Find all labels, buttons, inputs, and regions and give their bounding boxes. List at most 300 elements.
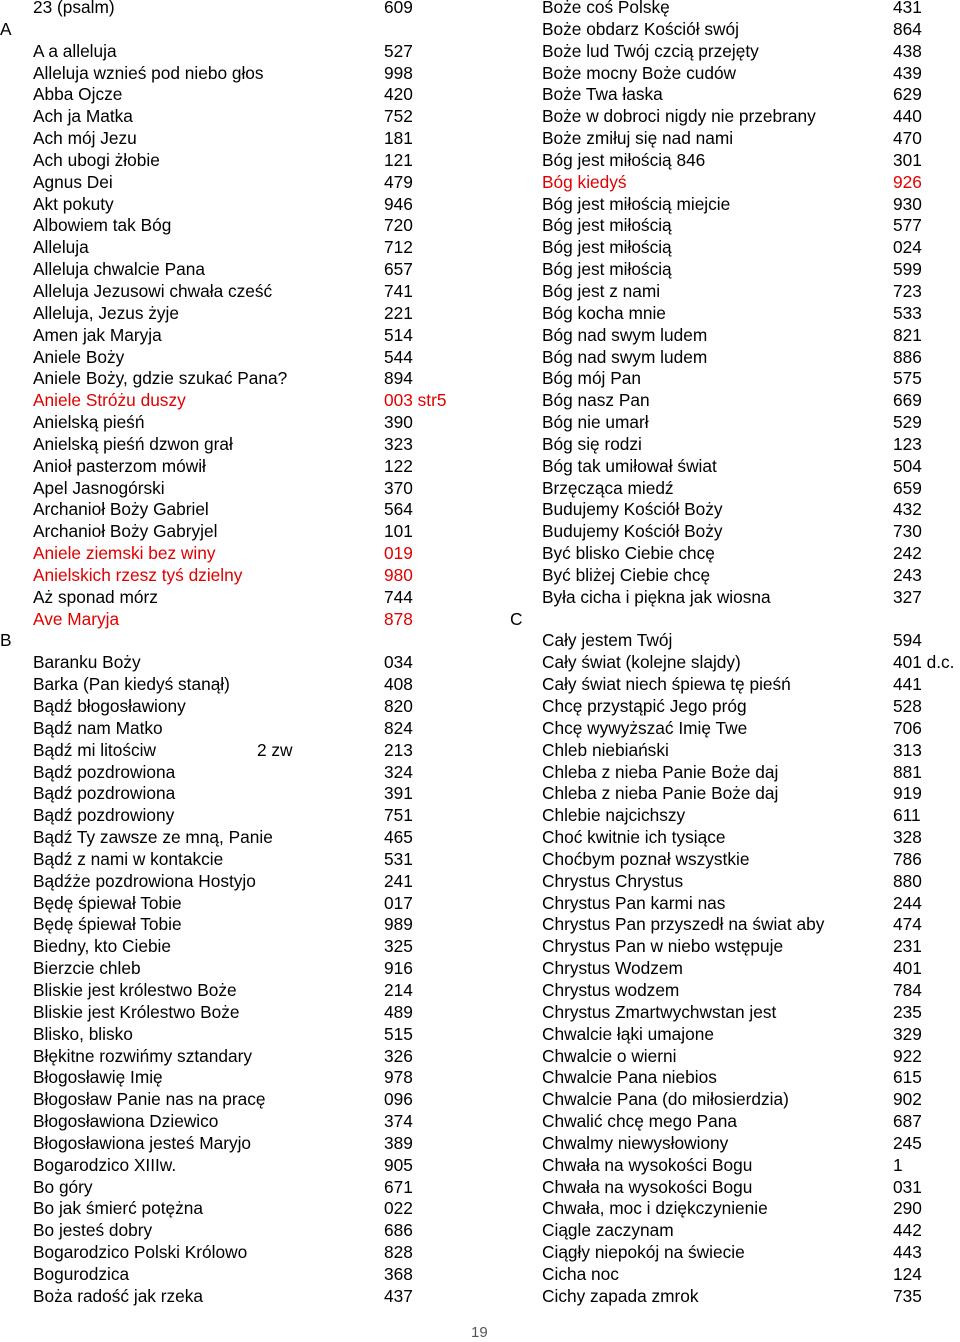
song-number: 474 — [893, 914, 922, 935]
song-number: 533 — [893, 302, 922, 323]
song-number: 370 — [384, 477, 413, 498]
song-entry — [0, 1198, 480, 1220]
song-entry — [510, 1024, 960, 1046]
song-entry — [0, 565, 480, 587]
song-title: Cały świat (kolejne slajdy) — [542, 652, 741, 673]
song-entry — [0, 325, 480, 347]
song-title: Ach ubogi żłobie — [33, 149, 160, 170]
song-title: Anielską pieśń — [33, 412, 145, 433]
song-number: 905 — [384, 1154, 413, 1175]
song-entry — [510, 1264, 960, 1286]
song-title: Aniele ziemski bez winy — [33, 543, 216, 564]
song-title: Bądź nam Matko — [33, 717, 163, 738]
song-title: Alleluja Jezusowi chwała cześć — [33, 280, 273, 301]
song-title: Aniele Boży — [33, 346, 125, 367]
song-number: 301 — [893, 149, 922, 170]
song-number: 531 — [384, 848, 413, 869]
song-title: Boże obdarz Kościół swój — [542, 18, 739, 39]
song-title: Bóg jest miłością — [542, 259, 672, 280]
song-number: 886 — [893, 346, 922, 367]
song-title: Chcę wywyższać Imię Twe — [542, 717, 748, 738]
song-entry — [510, 1067, 960, 1089]
song-number: 214 — [384, 979, 413, 1000]
song-title: Baranku Boży — [33, 652, 141, 673]
section-letter: B — [0, 630, 12, 651]
song-number: 629 — [893, 84, 922, 105]
song-number: 327 — [893, 586, 922, 607]
song-number: 124 — [893, 1263, 922, 1284]
song-number: 564 — [384, 499, 413, 520]
song-entry — [0, 172, 480, 194]
song-number: 442 — [893, 1220, 922, 1241]
song-number: 828 — [384, 1242, 413, 1263]
song-number: 894 — [384, 368, 413, 389]
song-title: Abba Ojcze — [33, 84, 123, 105]
song-entry — [510, 740, 960, 762]
song-number: 998 — [384, 62, 413, 83]
song-title: Będę śpiewał Tobie — [33, 892, 182, 913]
song-title: Chwała na wysokości Bogu — [542, 1176, 753, 1197]
song-entry — [0, 1111, 480, 1133]
song-number: 221 — [384, 302, 413, 323]
song-entry — [0, 696, 480, 718]
song-number: 922 — [893, 1045, 922, 1066]
song-number: 122 — [384, 455, 413, 476]
song-number: 437 — [384, 1285, 413, 1306]
song-number: 034 — [384, 652, 413, 673]
song-entry — [0, 215, 480, 237]
song-title: Bo jak śmierć potężna — [33, 1198, 204, 1219]
song-title: Bóg jest miłością miejcie — [542, 193, 731, 214]
song-entry — [0, 609, 480, 631]
song-entry — [0, 259, 480, 281]
song-entry — [510, 150, 960, 172]
song-entry — [510, 303, 960, 325]
song-number: 615 — [893, 1067, 922, 1088]
song-entry — [0, 0, 480, 19]
song-number: 741 — [384, 280, 413, 301]
song-title: Bądź pozdrowiony — [33, 805, 175, 826]
song-title: Chwalcie Pana (do miłosierdzia) — [542, 1089, 789, 1110]
song-entry — [0, 587, 480, 609]
song-number: 575 — [893, 368, 922, 389]
song-entry — [510, 543, 960, 565]
song-number: 470 — [893, 128, 922, 149]
song-number: 751 — [384, 805, 413, 826]
song-title: Bliskie jest Królestwo Boże — [33, 1001, 240, 1022]
song-title: Budujemy Kościół Boży — [542, 521, 723, 542]
song-number: 432 — [893, 499, 922, 520]
song-entry — [510, 172, 960, 194]
song-number: 980 — [384, 564, 413, 585]
song-entry — [0, 499, 480, 521]
song-title: Bóg jest miłością — [542, 237, 672, 258]
song-entry — [510, 1002, 960, 1024]
song-entry — [510, 1242, 960, 1264]
song-number: 611 — [893, 805, 921, 826]
song-entry — [510, 674, 960, 696]
song-number: 420 — [384, 84, 413, 105]
song-number: 599 — [893, 259, 922, 280]
song-number: 022 — [384, 1198, 413, 1219]
song-title: Boża radość jak rzeka — [33, 1285, 204, 1306]
song-entry — [0, 84, 480, 106]
song-title: Cicha noc — [542, 1263, 619, 1284]
song-number: 244 — [893, 892, 922, 913]
song-number: 324 — [384, 761, 413, 782]
song-entry — [0, 434, 480, 456]
right-column — [510, 0, 960, 1308]
song-entry — [0, 718, 480, 740]
song-title: Chrystus Zmartwychwstan jest — [542, 1001, 777, 1022]
song-entry — [510, 565, 960, 587]
song-title: Bóg nad swym ludem — [542, 346, 708, 367]
song-entry — [0, 980, 480, 1002]
song-number: 669 — [893, 390, 922, 411]
song-title: Alleluja — [33, 237, 89, 258]
song-number: 577 — [893, 215, 922, 236]
song-entry — [510, 1111, 960, 1133]
song-title: Chleb niebiański — [542, 739, 669, 760]
song-entry — [510, 630, 960, 652]
song-title: 23 (psalm) — [33, 0, 115, 17]
song-number: 325 — [384, 936, 413, 957]
song-entry — [0, 63, 480, 85]
song-entry — [510, 1046, 960, 1068]
song-number: 723 — [893, 280, 922, 301]
song-title: Archanioł Boży Gabryjel — [33, 521, 218, 542]
song-number: 609 — [384, 0, 413, 17]
song-number: 408 — [384, 674, 413, 695]
song-number: 401 — [893, 958, 922, 979]
section-letter-row — [510, 609, 960, 631]
song-entry — [0, 1220, 480, 1242]
song-entry — [510, 718, 960, 740]
song-title: Ciągły niepokój na świecie — [542, 1242, 745, 1263]
song-number: 752 — [384, 106, 413, 127]
song-number: 744 — [384, 586, 413, 607]
song-entry — [510, 783, 960, 805]
song-entry — [510, 63, 960, 85]
song-entry — [510, 1286, 960, 1308]
song-entry — [510, 41, 960, 63]
song-title: Boże lud Twój czcią przejęty — [542, 40, 759, 61]
song-title: Choćbym poznał wszystkie — [542, 848, 750, 869]
song-title: Chwalcie o wierni — [542, 1045, 677, 1066]
song-number: 213 — [384, 739, 413, 760]
song-number: 706 — [893, 717, 922, 738]
song-title: Cichy zapada zmrok — [542, 1285, 699, 1306]
song-title: Bóg nasz Pan — [542, 390, 650, 411]
song-number: 657 — [384, 259, 413, 280]
song-entry — [0, 150, 480, 172]
song-entry — [0, 281, 480, 303]
song-entry — [510, 1220, 960, 1242]
song-number: 231 — [893, 936, 922, 957]
song-entry — [510, 1133, 960, 1155]
song-number: 003 str5 — [384, 390, 447, 411]
song-title: Apel Jasnogórski — [33, 477, 165, 498]
song-number: 514 — [384, 324, 413, 345]
song-entry — [0, 1067, 480, 1089]
song-entry — [0, 805, 480, 827]
song-number: 019 — [384, 543, 413, 564]
song-entry — [510, 936, 960, 958]
song-entry — [510, 478, 960, 500]
song-title: Bo góry — [33, 1176, 93, 1197]
song-entry — [510, 762, 960, 784]
song-entry — [0, 128, 480, 150]
song-title: Alleluja wznieś pod niebo głos — [33, 62, 264, 83]
song-title: Barka (Pan kiedyś stanął) — [33, 674, 230, 695]
song-entry — [0, 237, 480, 259]
song-entry — [510, 434, 960, 456]
song-number: 919 — [893, 783, 922, 804]
song-entry — [510, 390, 960, 412]
song-number: 989 — [384, 914, 413, 935]
song-title: Boże w dobroci nigdy nie przebrany — [542, 106, 816, 127]
song-title: Anielską pieśń dzwon grał — [33, 433, 233, 454]
song-entry — [0, 1046, 480, 1068]
song-title: Ach ja Matka — [33, 106, 133, 127]
song-title: Biedny, kto Ciebie — [33, 936, 172, 957]
song-title: Bądź z nami w kontakcie — [33, 848, 224, 869]
song-entry — [0, 41, 480, 63]
song-title: Chwalcie łąki umajone — [542, 1023, 714, 1044]
song-title: Błękitne rozwińmy sztandary — [33, 1045, 252, 1066]
song-title: Chwała, moc i dziękczynienie — [542, 1198, 768, 1219]
song-entry — [0, 390, 480, 412]
song-number: 784 — [893, 979, 922, 1000]
song-entry — [510, 827, 960, 849]
song-title: Bogurodzica — [33, 1263, 130, 1284]
song-entry — [510, 106, 960, 128]
song-title: Aż sponad mórz — [33, 586, 158, 607]
song-title: Bogarodzico Polski Królowo — [33, 1242, 248, 1263]
song-title: Będę śpiewał Tobie — [33, 914, 182, 935]
song-entry — [0, 1024, 480, 1046]
song-entry — [0, 194, 480, 216]
song-number: 544 — [384, 346, 413, 367]
song-entry — [510, 456, 960, 478]
song-title: Bądź pozdrowiona — [33, 761, 176, 782]
song-number: 431 — [893, 0, 922, 17]
song-title: Chrystus wodzem — [542, 979, 680, 1000]
song-number: 926 — [893, 171, 922, 192]
song-entry — [0, 936, 480, 958]
song-number: 527 — [384, 40, 413, 61]
song-number: 245 — [893, 1132, 922, 1153]
song-number: 720 — [384, 215, 413, 236]
song-title: Chwalcie Pana niebios — [542, 1067, 717, 1088]
song-title: Anielskich rzesz tyś dzielny — [33, 564, 243, 585]
song-title: Choć kwitnie ich tysiące — [542, 827, 726, 848]
song-title: Błogosławię Imię — [33, 1067, 163, 1088]
song-entry — [0, 849, 480, 871]
song-number: 241 — [384, 870, 413, 891]
song-title: Chrystus Chrystus — [542, 870, 684, 891]
song-number: 878 — [384, 608, 413, 629]
song-title: Archanioł Boży Gabriel — [33, 499, 209, 520]
song-entry — [510, 194, 960, 216]
page-number: 19 — [471, 1324, 488, 1341]
song-entry — [0, 412, 480, 434]
song-number: 096 — [384, 1089, 413, 1110]
song-title: Bóg kiedyś — [542, 171, 627, 192]
song-title: Boże mocny Boże cudów — [542, 62, 737, 83]
song-number: 978 — [384, 1067, 413, 1088]
song-number: 123 — [893, 433, 922, 454]
song-title: Ave Maryja — [33, 608, 120, 629]
song-entry — [0, 478, 480, 500]
song-number: 401 d.c. — [893, 652, 955, 673]
song-entry — [0, 1002, 480, 1024]
song-title: Chrystus Pan karmi nas — [542, 892, 726, 913]
song-title: Błogosławiona Dziewico — [33, 1111, 219, 1132]
song-entry — [510, 1089, 960, 1111]
song-number: 329 — [893, 1023, 922, 1044]
song-number: 438 — [893, 40, 922, 61]
song-title: Brzęcząca miedź — [542, 477, 674, 498]
song-entry — [0, 456, 480, 478]
song-title: Chwalić chcę mego Pana — [542, 1111, 737, 1132]
song-entry — [510, 871, 960, 893]
song-number: 712 — [384, 237, 413, 258]
song-entry — [510, 587, 960, 609]
song-title: Akt pokuty — [33, 193, 114, 214]
song-title: Bóg nie umarł — [542, 412, 649, 433]
section-letter: C — [510, 608, 523, 629]
song-entry — [510, 980, 960, 1002]
song-entry — [0, 893, 480, 915]
song-number: 290 — [893, 1198, 922, 1219]
section-letter-row — [0, 19, 480, 41]
song-entry — [0, 1089, 480, 1111]
song-entry — [510, 893, 960, 915]
song-title: Błogosław Panie nas na pracę — [33, 1089, 266, 1110]
song-number: 391 — [384, 783, 413, 804]
song-title: A a alleluja — [33, 40, 117, 61]
song-title: Boże Twa łaska — [542, 84, 663, 105]
song-entry — [510, 652, 960, 674]
song-number: 181 — [384, 128, 413, 149]
song-entry — [0, 652, 480, 674]
song-number: 594 — [893, 630, 922, 651]
song-title: Blisko, blisko — [33, 1023, 133, 1044]
song-number: 504 — [893, 455, 922, 476]
song-entry — [0, 1133, 480, 1155]
song-number: 443 — [893, 1242, 922, 1263]
song-number: 671 — [384, 1176, 413, 1197]
song-number: 101 — [384, 521, 413, 542]
song-entry — [0, 1286, 480, 1308]
left-column — [0, 0, 480, 1308]
song-title: Ach mój Jezu — [33, 128, 137, 149]
song-number: 017 — [384, 892, 413, 913]
song-number: 735 — [893, 1285, 922, 1306]
song-number: 242 — [893, 543, 922, 564]
song-entry — [0, 347, 480, 369]
song-title: Bóg nad swym ludem — [542, 324, 708, 345]
song-number: 916 — [384, 958, 413, 979]
song-title: Anioł pasterzom mówił — [33, 455, 206, 476]
song-entry — [510, 259, 960, 281]
song-number: 243 — [893, 564, 922, 585]
song-number: 465 — [384, 827, 413, 848]
song-entry — [510, 325, 960, 347]
song-title: Bądźże pozdrowiona Hostyjo — [33, 870, 256, 891]
song-entry — [0, 521, 480, 543]
song-title: Cały jestem Twój — [542, 630, 673, 651]
song-entry — [510, 347, 960, 369]
song-title: Bierzcie chleb — [33, 958, 141, 979]
song-entry — [0, 368, 480, 390]
song-title: Boże coś Polskę — [542, 0, 670, 17]
song-number: 730 — [893, 521, 922, 542]
song-entry — [0, 827, 480, 849]
song-entry — [510, 1198, 960, 1220]
song-number: 687 — [893, 1111, 922, 1132]
song-number: 024 — [893, 237, 922, 258]
song-entry — [510, 128, 960, 150]
song-title: Bo jesteś dobry — [33, 1220, 153, 1241]
song-title: Alleluja chwalcie Pana — [33, 259, 205, 280]
song-number: 529 — [893, 412, 922, 433]
song-entry — [510, 412, 960, 434]
song-entry — [510, 958, 960, 980]
song-title: Bądź mi litościw — [33, 739, 156, 760]
song-entry — [510, 696, 960, 718]
song-number: 824 — [384, 717, 413, 738]
song-number: 880 — [893, 870, 922, 891]
song-title: Chwalmy niewysłowiony — [542, 1132, 729, 1153]
song-number: 946 — [384, 193, 413, 214]
song-number: 659 — [893, 477, 922, 498]
song-title: Chrystus Pan przyszedł na świat aby — [542, 914, 825, 935]
song-title: Chcę przystąpić Jego próg — [542, 696, 747, 716]
song-entry — [510, 281, 960, 303]
song-title: Amen jak Maryja — [33, 324, 162, 345]
song-entry — [510, 215, 960, 237]
song-title: Bądź Ty zawsze ze mną, Panie — [33, 827, 273, 848]
song-entry — [0, 740, 480, 762]
song-title: Aniele Boży, gdzie szukać Pana? — [33, 368, 288, 389]
song-entry — [510, 914, 960, 936]
song-title: Aniele Stróżu duszy — [33, 390, 186, 411]
song-number: 528 — [893, 696, 922, 716]
song-entry — [0, 958, 480, 980]
song-title: Cały świat niech śpiewa tę pieśń — [542, 674, 791, 695]
song-number: 313 — [893, 739, 922, 760]
song-number: 121 — [384, 149, 413, 170]
song-entry — [510, 0, 960, 19]
song-title: Była cicha i piękna jak wiosna — [542, 586, 771, 607]
song-number: 326 — [384, 1045, 413, 1066]
song-title: Błogosławiona jesteś Maryjo — [33, 1132, 252, 1153]
song-title: Bliskie jest królestwo Boże — [33, 979, 237, 1000]
song-title: Budujemy Kościół Boży — [542, 499, 723, 520]
song-entry — [510, 1177, 960, 1199]
song-title: Bogarodzico XIIIw. — [33, 1154, 177, 1175]
song-entry — [0, 914, 480, 936]
song-entry — [510, 84, 960, 106]
song-number: 820 — [384, 696, 413, 716]
song-entry — [510, 1155, 960, 1177]
song-title: Ciągle zaczynam — [542, 1220, 674, 1241]
song-number: 031 — [893, 1176, 922, 1197]
song-entry — [510, 237, 960, 259]
song-note: 2 zw — [257, 739, 293, 760]
